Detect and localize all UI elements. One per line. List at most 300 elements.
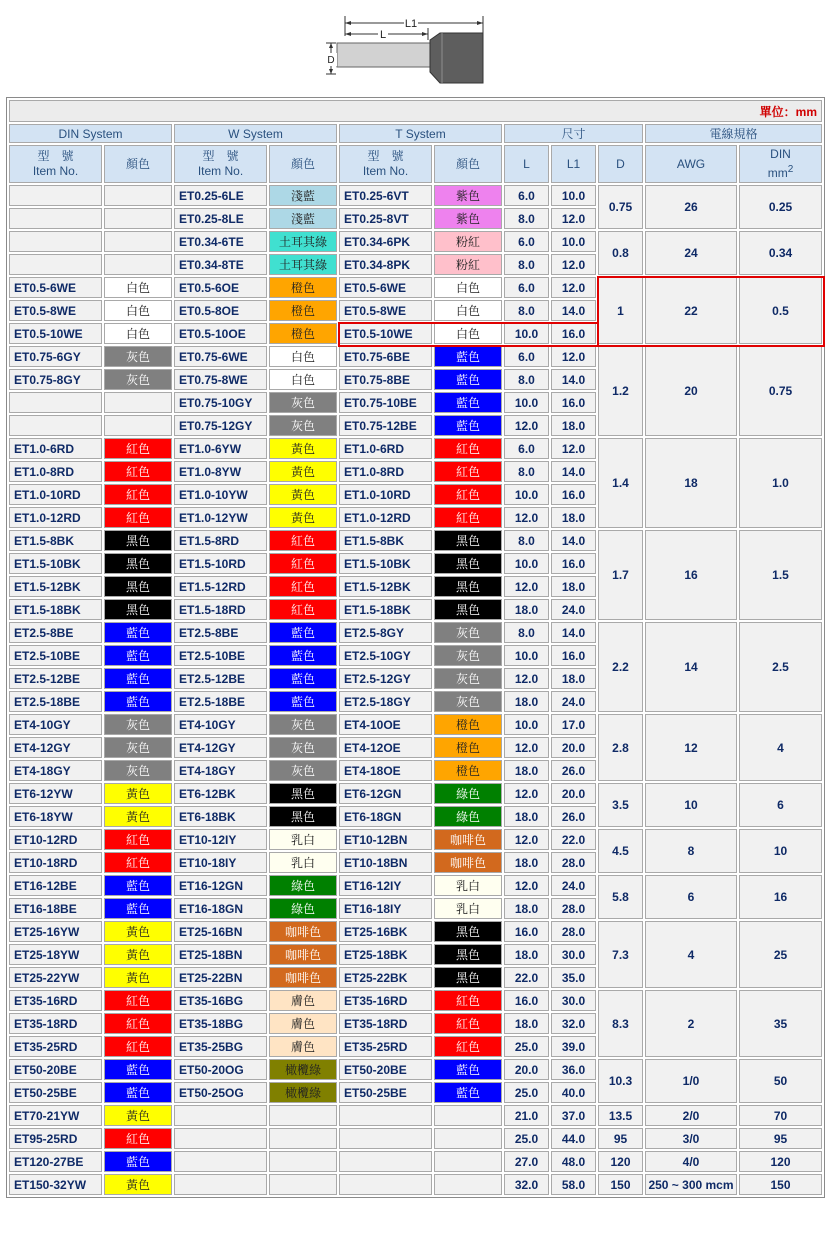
din-item-no: ET2.5-8BE	[9, 622, 102, 643]
din-item-no: ET150-32YW	[9, 1174, 102, 1195]
t-item-no: ET1.5-12BK	[339, 576, 432, 597]
d-label: D	[327, 55, 335, 66]
item-header-en: Item No.	[362, 164, 409, 178]
l1-value: 16.0	[551, 323, 596, 344]
awg-spec-value: 6	[645, 875, 737, 919]
w-color-cell: 灰色	[269, 415, 337, 436]
table-row	[9, 277, 822, 298]
l1-value: 32.0	[551, 1013, 596, 1034]
d-spec-value: 1	[598, 277, 643, 344]
table-row	[9, 1128, 822, 1149]
din-spec-value: 0.34	[739, 231, 822, 275]
d-spec-value: 1.4	[598, 438, 643, 528]
t-item-no: ET0.25-6VT	[339, 185, 432, 206]
l-value: 10.0	[504, 714, 549, 735]
w-item-header	[174, 145, 267, 183]
w-item-no: ET35-25BG	[174, 1036, 267, 1057]
spec-table-panel	[6, 97, 825, 1198]
din-color-cell: 黃色	[104, 944, 172, 965]
l-value: 8.0	[504, 461, 549, 482]
din-spec-value: 1.0	[739, 438, 822, 528]
w-color-cell: 黃色	[269, 484, 337, 505]
d-spec-value: 7.3	[598, 921, 643, 988]
din-spec-value: 1.5	[739, 530, 822, 620]
din-item-no: ET16-18BE	[9, 898, 102, 919]
din-item-no: ET2.5-12BE	[9, 668, 102, 689]
din-color-cell: 藍色	[104, 622, 172, 643]
din-color-cell	[104, 415, 172, 436]
t-color-cell: 黑色	[434, 576, 502, 597]
spec-table-body	[9, 185, 822, 1195]
awg-spec-value: 20	[645, 346, 737, 436]
l-value: 12.0	[504, 829, 549, 850]
din-color-cell	[104, 392, 172, 413]
w-color-cell: 膚色	[269, 1036, 337, 1057]
w-item-no: ET1.0-10YW	[174, 484, 267, 505]
t-item-no	[339, 1174, 432, 1195]
l1-value: 17.0	[551, 714, 596, 735]
d-spec-value: 0.8	[598, 231, 643, 275]
l1-value: 12.0	[551, 208, 596, 229]
din-item-no: ET1.0-8RD	[9, 461, 102, 482]
l1-value: 14.0	[551, 369, 596, 390]
d-header: D	[598, 145, 643, 183]
din-color-cell: 白色	[104, 277, 172, 298]
w-item-no: ET0.34-8TE	[174, 254, 267, 275]
l1-value: 18.0	[551, 507, 596, 528]
t-item-no: ET2.5-10GY	[339, 645, 432, 666]
w-color-cell: 乳白	[269, 829, 337, 850]
awg-spec-value: 8	[645, 829, 737, 873]
d-spec-value: 1.2	[598, 346, 643, 436]
w-item-no: ET0.5-8OE	[174, 300, 267, 321]
din-color-cell: 藍色	[104, 668, 172, 689]
din-item-no: ET25-22YW	[9, 967, 102, 988]
l-value: 6.0	[504, 277, 549, 298]
awg-spec-value: 1/0	[645, 1059, 737, 1103]
table-row	[9, 530, 822, 551]
w-item-no: ET10-18IY	[174, 852, 267, 873]
t-item-no: ET16-12IY	[339, 875, 432, 896]
t-item-no: ET1.0-10RD	[339, 484, 432, 505]
l-value: 21.0	[504, 1105, 549, 1126]
din-color-cell: 黑色	[104, 553, 172, 574]
table-row	[9, 829, 822, 850]
l-value: 12.0	[504, 737, 549, 758]
din-spec-value: 35	[739, 990, 822, 1057]
w-color-cell: 橙色	[269, 277, 337, 298]
t-item-no: ET1.5-10BK	[339, 553, 432, 574]
t-color-cell: 灰色	[434, 668, 502, 689]
l-value: 12.0	[504, 507, 549, 528]
t-color-cell: 黑色	[434, 944, 502, 965]
d-spec-value: 150	[598, 1174, 643, 1195]
w-item-no: ET0.25-8LE	[174, 208, 267, 229]
t-color-cell: 白色	[434, 277, 502, 298]
t-item-no: ET0.34-8PK	[339, 254, 432, 275]
din-spec-value: 0.25	[739, 185, 822, 229]
l1-value: 12.0	[551, 346, 596, 367]
t-item-no: ET35-25RD	[339, 1036, 432, 1057]
din-item-no: ET25-16YW	[9, 921, 102, 942]
w-color-cell	[269, 1151, 337, 1172]
w-item-no: ET0.25-6LE	[174, 185, 267, 206]
item-header-en: Item No.	[32, 164, 79, 178]
l1-header: L1	[551, 145, 596, 183]
l-value: 25.0	[504, 1036, 549, 1057]
l-header: L	[504, 145, 549, 183]
w-item-no	[174, 1174, 267, 1195]
l1-value: 28.0	[551, 898, 596, 919]
awg-spec-value: 12	[645, 714, 737, 781]
din-color-cell: 藍色	[104, 898, 172, 919]
l-value: 10.0	[504, 484, 549, 505]
t-item-no: ET2.5-18GY	[339, 691, 432, 712]
table-row	[9, 1105, 822, 1126]
w-color-cell: 紅色	[269, 553, 337, 574]
d-spec-value: 4.5	[598, 829, 643, 873]
t-item-no: ET0.5-10WE	[339, 323, 432, 344]
t-color-cell: 藍色	[434, 369, 502, 390]
din-item-no: ET1.5-10BK	[9, 553, 102, 574]
w-item-no: ET6-18BK	[174, 806, 267, 827]
w-color-cell: 黃色	[269, 438, 337, 459]
table-row	[9, 346, 822, 367]
din-item-no: ET0.5-8WE	[9, 300, 102, 321]
din-item-no: ET0.5-10WE	[9, 323, 102, 344]
l1-value: 58.0	[551, 1174, 596, 1195]
din-item-no: ET95-25RD	[9, 1128, 102, 1149]
t-color-cell: 藍色	[434, 1082, 502, 1103]
l1-value: 12.0	[551, 254, 596, 275]
din-item-no	[9, 185, 102, 206]
t-color-cell	[434, 1151, 502, 1172]
table-row	[9, 438, 822, 459]
d-spec-value: 2.8	[598, 714, 643, 781]
t-color-cell: 黑色	[434, 921, 502, 942]
awg-spec-value: 18	[645, 438, 737, 528]
t-color-cell: 黑色	[434, 530, 502, 551]
ferrule-drawing	[320, 10, 500, 88]
w-color-cell: 黑色	[269, 806, 337, 827]
l1-value: 26.0	[551, 806, 596, 827]
l-value: 6.0	[504, 346, 549, 367]
l-value: 18.0	[504, 691, 549, 712]
l1-value: 18.0	[551, 668, 596, 689]
l-value: 22.0	[504, 967, 549, 988]
din-color-cell: 灰色	[104, 346, 172, 367]
l1-label: L1	[404, 18, 418, 30]
t-color-cell: 橙色	[434, 737, 502, 758]
group-t-system: T System	[339, 124, 502, 143]
w-item-no	[174, 1105, 267, 1126]
t-item-no: ET25-16BK	[339, 921, 432, 942]
din-color-header: 顏色	[104, 145, 172, 183]
w-item-no: ET0.5-6OE	[174, 277, 267, 298]
din-color-cell: 黃色	[104, 1174, 172, 1195]
t-color-cell: 紅色	[434, 438, 502, 459]
t-color-cell: 紅色	[434, 1036, 502, 1057]
table-row	[9, 921, 822, 942]
item-header-zh: 型 號	[37, 149, 74, 163]
w-item-no: ET1.5-12RD	[174, 576, 267, 597]
din-item-no: ET25-18YW	[9, 944, 102, 965]
din-color-cell: 紅色	[104, 829, 172, 850]
l1-value: 10.0	[551, 185, 596, 206]
din-spec-value: 25	[739, 921, 822, 988]
din-color-cell: 藍色	[104, 875, 172, 896]
din-spec-value: 150	[739, 1174, 822, 1195]
l-value: 18.0	[504, 852, 549, 873]
l1-value: 36.0	[551, 1059, 596, 1080]
w-color-cell: 黑色	[269, 783, 337, 804]
t-color-cell: 灰色	[434, 645, 502, 666]
din-color-cell: 藍色	[104, 1151, 172, 1172]
w-item-no: ET6-12BK	[174, 783, 267, 804]
din-color-cell: 白色	[104, 323, 172, 344]
t-color-cell: 黑色	[434, 599, 502, 620]
din-spec-value: 50	[739, 1059, 822, 1103]
t-color-cell: 咖啡色	[434, 852, 502, 873]
awg-spec-value: 22	[645, 277, 737, 344]
l-value: 25.0	[504, 1128, 549, 1149]
table-row	[9, 875, 822, 896]
awg-spec-value: 4	[645, 921, 737, 988]
w-color-cell: 膚色	[269, 1013, 337, 1034]
t-color-header: 顏色	[434, 145, 502, 183]
t-color-cell: 乳白	[434, 898, 502, 919]
w-item-no	[174, 1151, 267, 1172]
din-spec-value: 16	[739, 875, 822, 919]
din-item-no: ET6-18YW	[9, 806, 102, 827]
t-item-no: ET50-20BE	[339, 1059, 432, 1080]
t-color-cell: 灰色	[434, 691, 502, 712]
din-item-no: ET6-12YW	[9, 783, 102, 804]
w-item-no: ET0.75-6WE	[174, 346, 267, 367]
awg-spec-value: 16	[645, 530, 737, 620]
group-w-system: W System	[174, 124, 337, 143]
t-item-no: ET0.75-8BE	[339, 369, 432, 390]
l1-value: 40.0	[551, 1082, 596, 1103]
din-spec-value: 95	[739, 1128, 822, 1149]
l1-value: 12.0	[551, 438, 596, 459]
din-spec-value: 120	[739, 1151, 822, 1172]
din-item-no: ET1.5-8BK	[9, 530, 102, 551]
din-spec-value: 10	[739, 829, 822, 873]
din-color-cell: 黃色	[104, 806, 172, 827]
w-color-cell: 黃色	[269, 507, 337, 528]
t-item-no: ET0.75-10BE	[339, 392, 432, 413]
d-spec-value: 0.75	[598, 185, 643, 229]
w-color-cell: 藍色	[269, 691, 337, 712]
t-color-cell: 藍色	[434, 392, 502, 413]
t-color-cell: 黑色	[434, 967, 502, 988]
l1-value: 39.0	[551, 1036, 596, 1057]
l1-value: 35.0	[551, 967, 596, 988]
t-color-cell: 紫色	[434, 185, 502, 206]
l-value: 8.0	[504, 300, 549, 321]
t-item-no: ET0.5-6WE	[339, 277, 432, 298]
din-item-no: ET0.75-8GY	[9, 369, 102, 390]
din-color-cell: 紅色	[104, 990, 172, 1011]
t-item-no: ET4-18OE	[339, 760, 432, 781]
l1-value: 18.0	[551, 415, 596, 436]
w-color-cell: 咖啡色	[269, 921, 337, 942]
din-item-header	[9, 145, 102, 183]
w-item-no: ET1.5-18RD	[174, 599, 267, 620]
din-color-cell: 黃色	[104, 783, 172, 804]
t-color-cell: 咖啡色	[434, 829, 502, 850]
t-item-no: ET2.5-8GY	[339, 622, 432, 643]
w-item-no: ET16-18GN	[174, 898, 267, 919]
w-color-cell	[269, 1105, 337, 1126]
din-color-cell	[104, 231, 172, 252]
t-color-cell: 灰色	[434, 622, 502, 643]
group-wire-spec: 電線規格	[645, 124, 822, 143]
t-item-header	[339, 145, 432, 183]
l-value: 10.0	[504, 323, 549, 344]
w-item-no: ET50-20OG	[174, 1059, 267, 1080]
awg-spec-value: 3/0	[645, 1128, 737, 1149]
l-value: 8.0	[504, 208, 549, 229]
w-color-cell: 咖啡色	[269, 944, 337, 965]
w-item-no: ET0.75-8WE	[174, 369, 267, 390]
din-spec-value: 0.75	[739, 346, 822, 436]
w-color-cell: 土耳其綠	[269, 231, 337, 252]
ferrule-dimension-diagram	[320, 10, 500, 88]
w-item-no: ET1.0-6YW	[174, 438, 267, 459]
din-item-no	[9, 415, 102, 436]
t-item-no: ET1.0-6RD	[339, 438, 432, 459]
din-color-cell: 黑色	[104, 576, 172, 597]
d-spec-value: 2.2	[598, 622, 643, 712]
l1-value: 12.0	[551, 277, 596, 298]
item-header-en: Item No.	[197, 164, 244, 178]
l-value: 32.0	[504, 1174, 549, 1195]
t-item-no: ET1.5-18BK	[339, 599, 432, 620]
din-header-top: DIN	[770, 147, 791, 161]
group-din-system: DIN System	[9, 124, 172, 143]
din-item-no: ET50-20BE	[9, 1059, 102, 1080]
din-item-no: ET120-27BE	[9, 1151, 102, 1172]
l1-value: 14.0	[551, 622, 596, 643]
l1-value: 14.0	[551, 461, 596, 482]
din-color-cell: 黃色	[104, 967, 172, 988]
t-item-no: ET16-18IY	[339, 898, 432, 919]
l-value: 12.0	[504, 415, 549, 436]
din-spec-value: 2.5	[739, 622, 822, 712]
w-color-cell: 橄欖綠	[269, 1059, 337, 1080]
din-item-no	[9, 392, 102, 413]
t-item-no: ET0.25-8VT	[339, 208, 432, 229]
t-color-cell: 白色	[434, 300, 502, 321]
l1-value: 10.0	[551, 231, 596, 252]
w-color-cell	[269, 1128, 337, 1149]
l1-value: 16.0	[551, 484, 596, 505]
w-color-cell: 淺藍	[269, 185, 337, 206]
w-item-no: ET25-18BN	[174, 944, 267, 965]
din-spec-value: 0.5	[739, 277, 822, 344]
w-color-cell: 橙色	[269, 323, 337, 344]
din-spec-value: 6	[739, 783, 822, 827]
w-item-no: ET1.0-8YW	[174, 461, 267, 482]
din-mm2-header	[739, 145, 822, 183]
d-spec-value: 95	[598, 1128, 643, 1149]
l1-value: 24.0	[551, 691, 596, 712]
w-color-cell: 黃色	[269, 461, 337, 482]
din-color-cell: 紅色	[104, 507, 172, 528]
din-item-no: ET2.5-18BE	[9, 691, 102, 712]
t-color-cell: 紫色	[434, 208, 502, 229]
l1-value: 28.0	[551, 921, 596, 942]
l1-value: 30.0	[551, 990, 596, 1011]
w-item-no: ET4-10GY	[174, 714, 267, 735]
din-color-cell: 灰色	[104, 760, 172, 781]
t-color-cell: 藍色	[434, 1059, 502, 1080]
table-row	[9, 714, 822, 735]
t-item-no: ET25-22BK	[339, 967, 432, 988]
din-item-no: ET35-16RD	[9, 990, 102, 1011]
din-color-cell: 紅色	[104, 852, 172, 873]
awg-spec-value: 26	[645, 185, 737, 229]
w-color-cell	[269, 1174, 337, 1195]
din-item-no: ET10-18RD	[9, 852, 102, 873]
table-row	[9, 622, 822, 643]
din-color-cell: 紅色	[104, 1036, 172, 1057]
table-row	[9, 783, 822, 804]
w-color-cell: 橄欖綠	[269, 1082, 337, 1103]
l1-value: 20.0	[551, 783, 596, 804]
t-color-cell: 粉紅	[434, 231, 502, 252]
t-item-no: ET4-12OE	[339, 737, 432, 758]
t-item-no: ET0.75-12BE	[339, 415, 432, 436]
w-item-no: ET35-16BG	[174, 990, 267, 1011]
din-spec-value: 4	[739, 714, 822, 781]
din-color-cell: 紅色	[104, 1013, 172, 1034]
d-spec-value: 10.3	[598, 1059, 643, 1103]
t-color-cell: 乳白	[434, 875, 502, 896]
w-item-no: ET2.5-12BE	[174, 668, 267, 689]
din-item-no: ET1.0-10RD	[9, 484, 102, 505]
din-color-cell: 灰色	[104, 369, 172, 390]
l1-value: 24.0	[551, 875, 596, 896]
w-color-cell: 藍色	[269, 622, 337, 643]
l-value: 12.0	[504, 576, 549, 597]
l1-value: 20.0	[551, 737, 596, 758]
din-color-cell: 藍色	[104, 1082, 172, 1103]
w-color-cell: 淺藍	[269, 208, 337, 229]
w-color-cell: 灰色	[269, 760, 337, 781]
l-value: 18.0	[504, 760, 549, 781]
w-item-no	[174, 1128, 267, 1149]
t-item-no: ET0.5-8WE	[339, 300, 432, 321]
l1-value: 28.0	[551, 852, 596, 873]
din-color-cell: 灰色	[104, 737, 172, 758]
l-value: 10.0	[504, 645, 549, 666]
t-color-cell: 橙色	[434, 714, 502, 735]
l1-value: 14.0	[551, 530, 596, 551]
awg-spec-value: 14	[645, 622, 737, 712]
w-color-cell: 橙色	[269, 300, 337, 321]
din-color-cell	[104, 254, 172, 275]
t-item-no: ET4-10OE	[339, 714, 432, 735]
din-header-unit: mm	[767, 166, 788, 180]
t-item-no: ET10-12BN	[339, 829, 432, 850]
t-item-no: ET0.34-6PK	[339, 231, 432, 252]
din-item-no: ET35-25RD	[9, 1036, 102, 1057]
w-item-no: ET1.5-10RD	[174, 553, 267, 574]
table-row	[9, 1059, 822, 1080]
